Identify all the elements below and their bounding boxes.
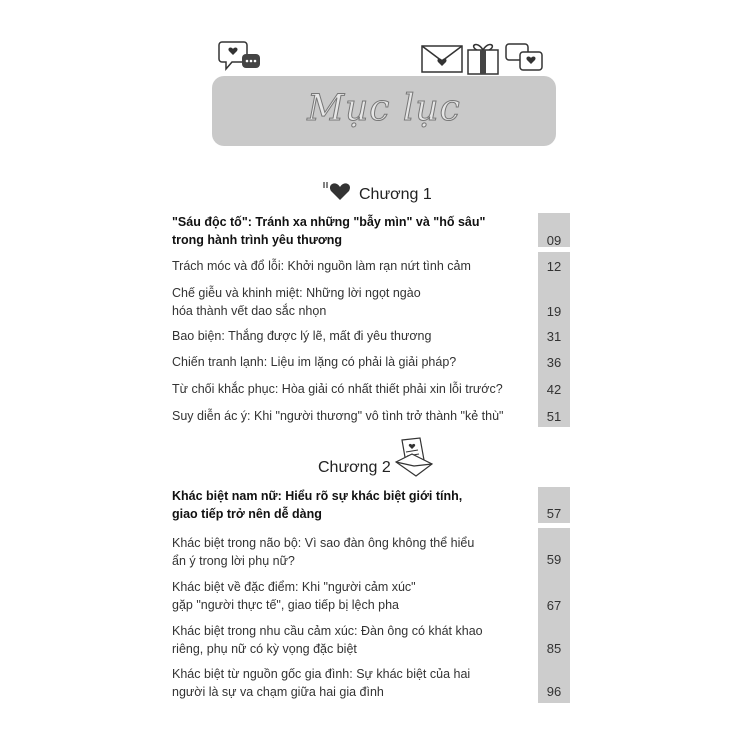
heart-icon bbox=[322, 180, 354, 204]
chat-bubbles-icon bbox=[218, 38, 264, 78]
toc-item[interactable]: Khác biệt trong nhu cầu cảm xúc: Đàn ông có khát khao riêng, phụ nữ có kỳ vọng đặc biệt bbox=[172, 624, 483, 656]
page-number: 36 bbox=[546, 355, 562, 370]
page-title: Mục lục bbox=[307, 88, 461, 129]
page-number: 19 bbox=[546, 304, 562, 319]
toc-item[interactable]: "Sáu độc tố": Tránh xa những "bẫy mìn" và "hố sâu" trong hành trình yêu thương bbox=[172, 215, 486, 247]
toc-item[interactable]: Từ chối khắc phục: Hòa giải có nhất thiết phải xin lỗi trước? bbox=[172, 382, 503, 396]
envelope-gift-chat-icon bbox=[420, 38, 548, 78]
toc-item[interactable]: Khác biệt về đặc điểm: Khi "người cảm xúc" gặp "người thực tế", giao tiếp bị lệch pha bbox=[172, 580, 416, 612]
page-number: 51 bbox=[546, 409, 562, 424]
page-number: 09 bbox=[546, 233, 562, 248]
chapter-2-heading: Chương 2 bbox=[318, 459, 391, 476]
page-number: 12 bbox=[546, 259, 562, 274]
toc-item[interactable]: Trách móc và đổ lỗi: Khởi nguồn làm rạn nứt tình cảm bbox=[172, 259, 471, 273]
toc-item[interactable]: Chế giễu và khinh miệt: Những lời ngọt ngào hóa thành vết dao sắc nhọn bbox=[172, 286, 421, 318]
page-number: 57 bbox=[546, 506, 562, 521]
toc-item[interactable]: Khác biệt từ nguồn gốc gia đình: Sự khác biệt của hai người là sự va chạm giữa hai gia đình bbox=[172, 667, 471, 699]
letter-envelope-icon bbox=[392, 436, 436, 480]
toc-item[interactable]: Khác biệt trong não bộ: Vì sao đàn ông không thể hiểu ẩn ý trong lời phụ nữ? bbox=[172, 536, 475, 568]
toc-item[interactable]: Chiến tranh lạnh: Liệu im lặng có phải là giải pháp? bbox=[172, 355, 457, 369]
page-number: 31 bbox=[546, 329, 562, 344]
page-number: 67 bbox=[546, 598, 562, 613]
chapter-1-heading: Chương 1 bbox=[359, 186, 432, 203]
page-number: 96 bbox=[546, 684, 562, 699]
page-number: 42 bbox=[546, 382, 562, 397]
page-number: 59 bbox=[546, 552, 562, 567]
title-box bbox=[212, 76, 556, 146]
toc-item[interactable]: Khác biệt nam nữ: Hiểu rõ sự khác biệt giới tính, giao tiếp trở nên dễ dàng bbox=[172, 489, 463, 521]
toc-item[interactable]: Bao biện: Thắng được lý lẽ, mất đi yêu thương bbox=[172, 329, 432, 343]
page-number: 85 bbox=[546, 641, 562, 656]
toc-item[interactable]: Suy diễn ác ý: Khi "người thương" vô tình trở thành "kẻ thù" bbox=[172, 409, 504, 423]
